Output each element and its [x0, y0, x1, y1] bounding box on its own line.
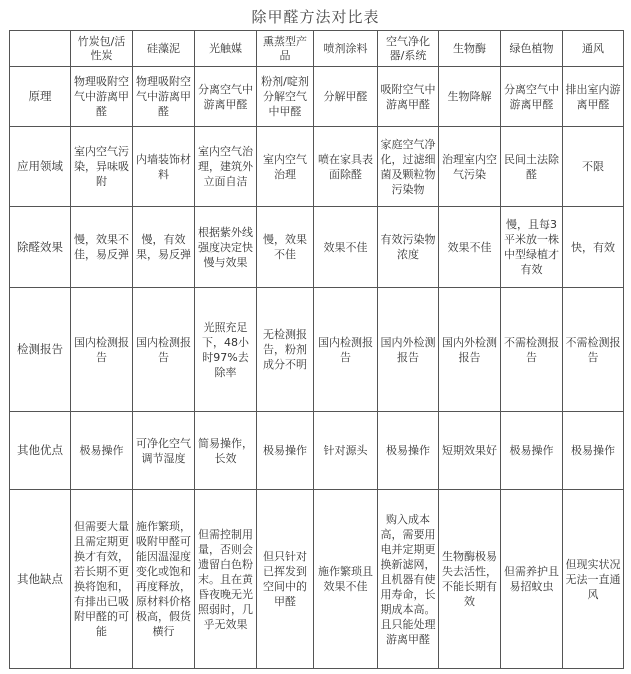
row-label: 其他缺点 — [10, 490, 71, 669]
table-cell: 施作繁琐，吸附甲醛可能因温湿度变化或饱和再度释放，原材料价格极高，假货横行 — [133, 490, 195, 669]
table-cell: 但只针对已挥发到空间中的甲醛 — [257, 490, 314, 669]
row-label: 检测报告 — [10, 288, 71, 412]
column-header: 光触媒 — [195, 31, 257, 67]
table-row — [10, 288, 624, 412]
table-cell: 极易操作 — [71, 412, 133, 490]
header-row — [10, 31, 624, 67]
table-cell: 内墙装饰材料 — [133, 127, 195, 207]
table-cell: 室内空气污染，异味吸附 — [71, 127, 133, 207]
column-header: 通风 — [563, 31, 624, 67]
table-cell: 效果不佳 — [439, 207, 501, 288]
table-cell: 民间土法除醛 — [501, 127, 563, 207]
table-cell: 吸附空气中游离甲醛 — [378, 67, 439, 127]
table-cell: 无检测报告，粉剂成分不明 — [257, 288, 314, 412]
table-cell: 生物降解 — [439, 67, 501, 127]
table-cell: 慢，有效果，易反弹 — [133, 207, 195, 288]
table-row — [10, 207, 624, 288]
table-cell: 光照充足下，48小时97%去除率 — [195, 288, 257, 412]
table-cell: 家庭空气净化，过滤细菌及颗粒物污染物 — [378, 127, 439, 207]
table-cell: 短期效果好 — [439, 412, 501, 490]
row-label: 除醛效果 — [10, 207, 71, 288]
table-cell: 但需要大量且需定期更换才有效，若长期不更换将饱和，有排出已吸附甲醛的可能 — [71, 490, 133, 669]
table-title: 除甲醛方法对比表 — [251, 8, 380, 26]
table-cell: 针对源头 — [314, 412, 378, 490]
table-cell: 物理吸附空气中游离甲醛 — [71, 67, 133, 127]
table-cell: 施作繁琐且效果不佳 — [314, 490, 378, 669]
row-label: 其他优点 — [10, 412, 71, 490]
table-cell: 室内空气治理，建筑外立面自洁 — [195, 127, 257, 207]
table-cell: 极易操作 — [378, 412, 439, 490]
table-cell: 但现实状况无法一直通风 — [563, 490, 624, 669]
table-row — [10, 67, 624, 127]
table-cell: 简易操作，长效 — [195, 412, 257, 490]
row-label: 应用领域 — [10, 127, 71, 207]
table-cell: 可净化空气调节湿度 — [133, 412, 195, 490]
column-header: 空气净化器/系统 — [378, 31, 439, 67]
table-cell: 治理室内空气污染 — [439, 127, 501, 207]
table-cell: 但需养护且易招蚊虫 — [501, 490, 563, 669]
table-cell: 国内检测报告 — [133, 288, 195, 412]
table-row — [10, 127, 624, 207]
table-cell: 生物酶极易失去活性，不能长期有效 — [439, 490, 501, 669]
column-header: 生物酶 — [439, 31, 501, 67]
table-cell: 有效污染物浓度 — [378, 207, 439, 288]
table-cell: 效果不佳 — [314, 207, 378, 288]
table-cell: 极易操作 — [501, 412, 563, 490]
table-cell: 粉剂/啶剂分解空气中甲醛 — [257, 67, 314, 127]
table-cell: 快，有效 — [563, 207, 624, 288]
table-cell: 分离空气中游离甲醛 — [195, 67, 257, 127]
table-cell: 国内检测报告 — [71, 288, 133, 412]
column-header: 竹炭包/活性炭 — [71, 31, 133, 67]
table-cell: 极易操作 — [563, 412, 624, 490]
column-header: 硅藻泥 — [133, 31, 195, 67]
table-cell: 国内外检测报告 — [378, 288, 439, 412]
corner-cell — [10, 31, 71, 67]
table-cell: 喷在家具表面除醛 — [314, 127, 378, 207]
table-cell: 排出室内游离甲醛 — [563, 67, 624, 127]
table-row — [10, 412, 624, 490]
column-header: 喷剂涂料 — [314, 31, 378, 67]
table-cell: 极易操作 — [257, 412, 314, 490]
table-cell: 国内外检测报告 — [439, 288, 501, 412]
table-cell: 物理吸附空气中游离甲醛 — [133, 67, 195, 127]
table-cell: 根据紫外线强度决定快慢与效果 — [195, 207, 257, 288]
comparison-table — [9, 30, 624, 669]
table-cell: 慢，效果不佳，易反弹 — [71, 207, 133, 288]
table-cell: 国内检测报告 — [314, 288, 378, 412]
table-cell: 室内空气治理 — [257, 127, 314, 207]
column-header: 绿色植物 — [501, 31, 563, 67]
table-cell: 慢，效果不佳 — [257, 207, 314, 288]
table-cell: 分解甲醛 — [314, 67, 378, 127]
table-cell: 不限 — [563, 127, 624, 207]
row-label: 原理 — [10, 67, 71, 127]
table-cell: 慢，且每3平米放一株中型绿植才有效 — [501, 207, 563, 288]
table-cell: 分离空气中游离甲醛 — [501, 67, 563, 127]
table-cell: 不需检测报告 — [563, 288, 624, 412]
table-cell: 但需控制用量，否则会遗留白色粉末。且在黄昏夜晚无光照弱时，几乎无效果 — [195, 490, 257, 669]
table-cell: 购入成本高，需要用电并定期更换新滤网，且机器有使用寿命，长期成本高。且只能处理游离甲醛 — [378, 490, 439, 669]
table-row — [10, 490, 624, 669]
table-cell: 不需检测报告 — [501, 288, 563, 412]
column-header: 熏蒸型产品 — [257, 31, 314, 67]
